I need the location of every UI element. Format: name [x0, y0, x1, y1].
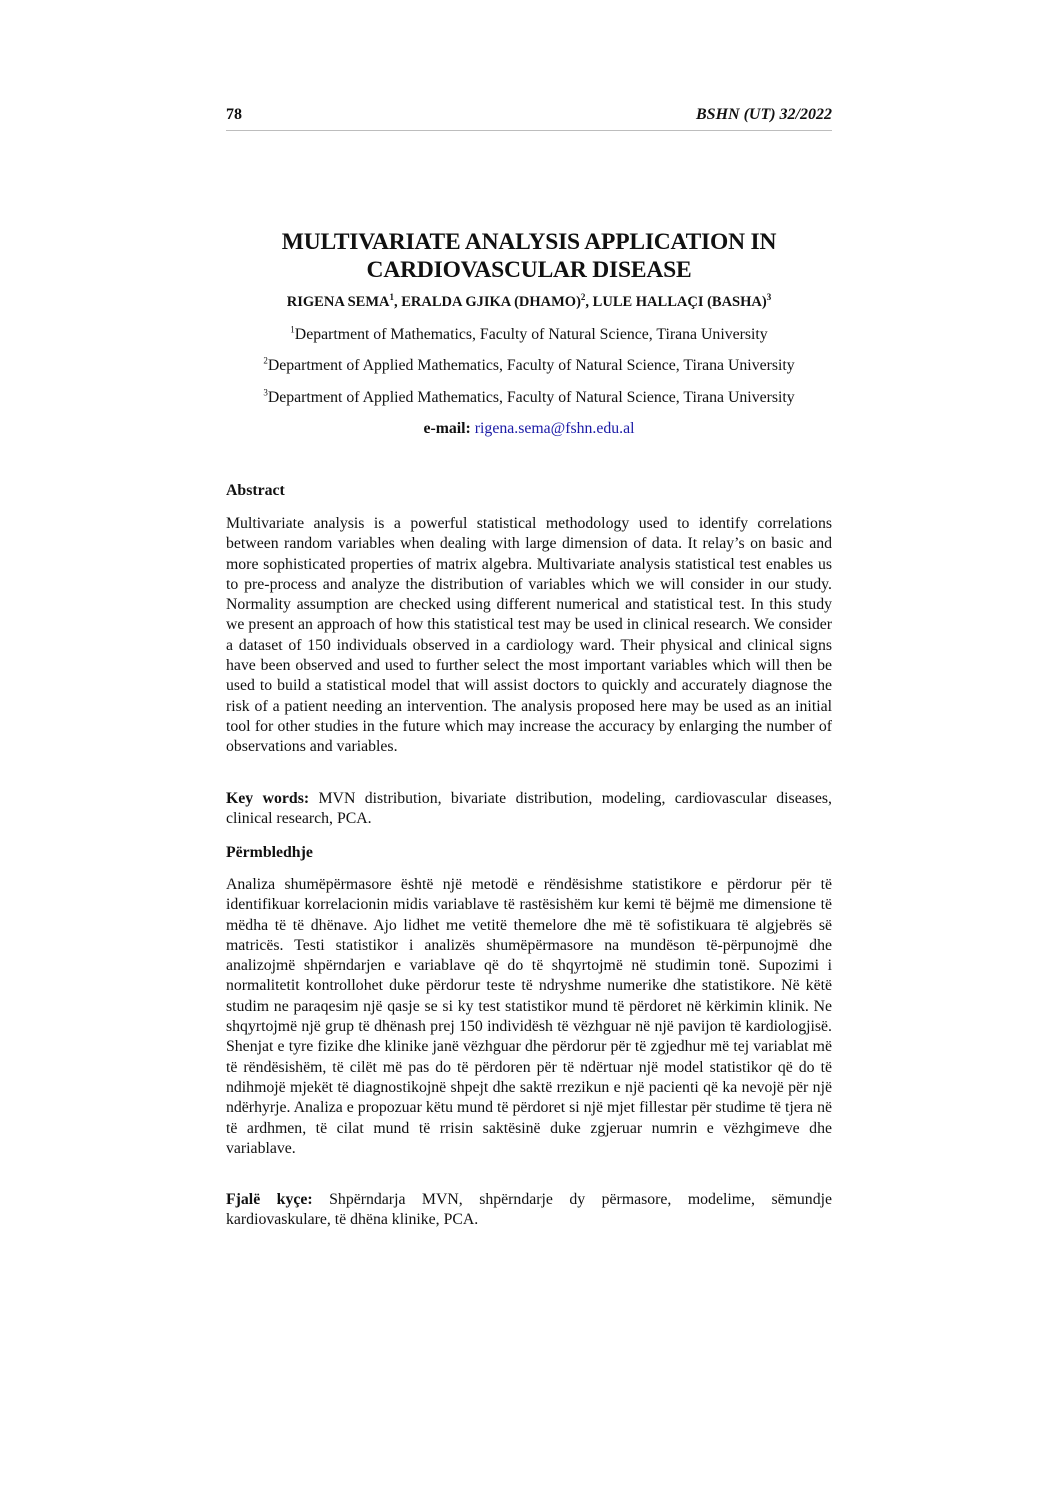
keywords-label: Key words: [226, 790, 310, 807]
fjale-kyce-label: Fjalë kyçe: [226, 1191, 313, 1208]
title-line-1: MULTIVARIATE ANALYSIS APPLICATION IN [281, 229, 777, 255]
fjale-kyce [226, 1190, 832, 1231]
affiliation [226, 326, 832, 344]
affiliation-marker: 3 [263, 387, 268, 398]
author-name: ERALDA GJIKA (DHAMO) [401, 294, 581, 310]
keywords [226, 789, 832, 830]
affiliation [226, 357, 832, 375]
author-name: LULE HALLAÇI (BASHA) [592, 294, 767, 310]
affiliation-marker: 1 [290, 324, 295, 335]
permbledhje-text: Analiza shumëpërmasore është një metodë e rëndësishme statistikore e përdorur për të identifikuar korrelacionin midis variablave të rastësishëm kur kemi të bëjmë me dimensione të mëdha të të dhënave. Ajo lidhet me vetitë themelore dhe më të sofistikuara të algjebrës së matricës. Testi statistikor i analizës shumëpërmasore na mundëson të-përpunojmë dhe analizojmë shpërndarjen e variablave që do të shqyrtojmë në studimin tonë. Supozimi i normalitetit kontrollohet duke përdorur teste të ndryshme numerike dhe statistikore. Në këtë studim ne paraqesim një qasje se si ky test statistikor mund të përdoret në kërkimin klinik. Ne shqyrtojmë një grup të dhënash prej 150 individësh të vëzhguar në një pavijon të kardiologjisë. Shenjat e tyre fizike dhe klinike janë vëzhguar dhe përdorur për të zgjedhur më tej variablat më të rëndësishëm, të cilët më pas do të përdoren për të ndërtuar një model statistikor që do të ndihmojë mjekët të diagnostikojnë shpejt dhe saktë rrezikun e një pacienti që ka nevojë për një ndërhyrje. Analiza e propozuar këtu mund të përdoret si një mjet fillestar për studime të tjera në të ardhmen, të cilat mund të rrisin saktësinë duke zgjeruar numrin e vëzhgimeve dhe variablave. [226, 876, 832, 1157]
affiliation-text: Department of Applied Mathematics, Faculty of Natural Science, Tirana University [267, 389, 795, 406]
paper-title [226, 228, 832, 284]
fjale-kyce-text: Shpërndarja MVN, shpërndarje dy përmasore, modelime, sëmundje kardiovaskulare, të dhëna klinike, PCA. [226, 1191, 832, 1229]
author-affiliation-marker: 3 [766, 292, 772, 303]
contact-email [226, 420, 832, 438]
keywords-text: MVN distribution, bivariate distribution, modeling, cardiovascular diseases, clinical research, PCA. [226, 790, 832, 828]
running-header [226, 106, 832, 131]
author-affiliation-marker: 2 [580, 292, 586, 303]
journal-reference: BSHN (UT) 32/2022 [696, 106, 832, 123]
affiliation [226, 389, 832, 407]
author-list: RIGENA SEMA$^1$, ERALDA GJIKA (DHAMO)$^2$, LULE HALLAÇI (BASHA)$^3$ [286, 292, 772, 310]
abstract-heading: Abstract [226, 482, 285, 499]
author-name: RIGENA SEMA [286, 294, 390, 310]
permbledhje-heading: Përmbledhje [226, 844, 313, 861]
abstract-text: Multivariate analysis is a powerful statistical methodology used to identify correlations between random variables when dealing with large dimension of data. It relay’s on basic and more sophisticated properties of matrix algebra. Multivariate analysis statistical test enables us to pre-process and analyze the distribution of variables which we will consider in our study. Normality assumption are checked using different numerical and statistical test. In this study we present an approach of how this statistical test may be used in clinical research. We consider a dataset of 150 individuals observed in a cardiology ward. Their physical and clinical signs have been observed and used to further select the most important variables which will then be used to build a statistical model that will assist doctors to quickly and accurately diagnose the risk of a patient needing an intervention. The analysis proposed here may be used as an initial tool for other studies in the future which may increase the accuracy by enlarging the number of observations and variables. [226, 515, 832, 756]
title-line-2: CARDIOVASCULAR DISEASE [366, 257, 692, 283]
affiliation-text: Department of Mathematics, Faculty of Natural Science, Tirana University [294, 326, 768, 343]
page-number: 78 [226, 106, 242, 123]
email-label: e-mail: [423, 420, 471, 437]
author-affiliation-marker: 1 [389, 292, 395, 303]
affiliation-text: Department of Applied Mathematics, Faculty of Natural Science, Tirana University [267, 357, 795, 374]
affiliation-marker: 2 [263, 355, 268, 366]
email-link[interactable]: rigena.sema@fshn.edu.al [474, 420, 635, 437]
